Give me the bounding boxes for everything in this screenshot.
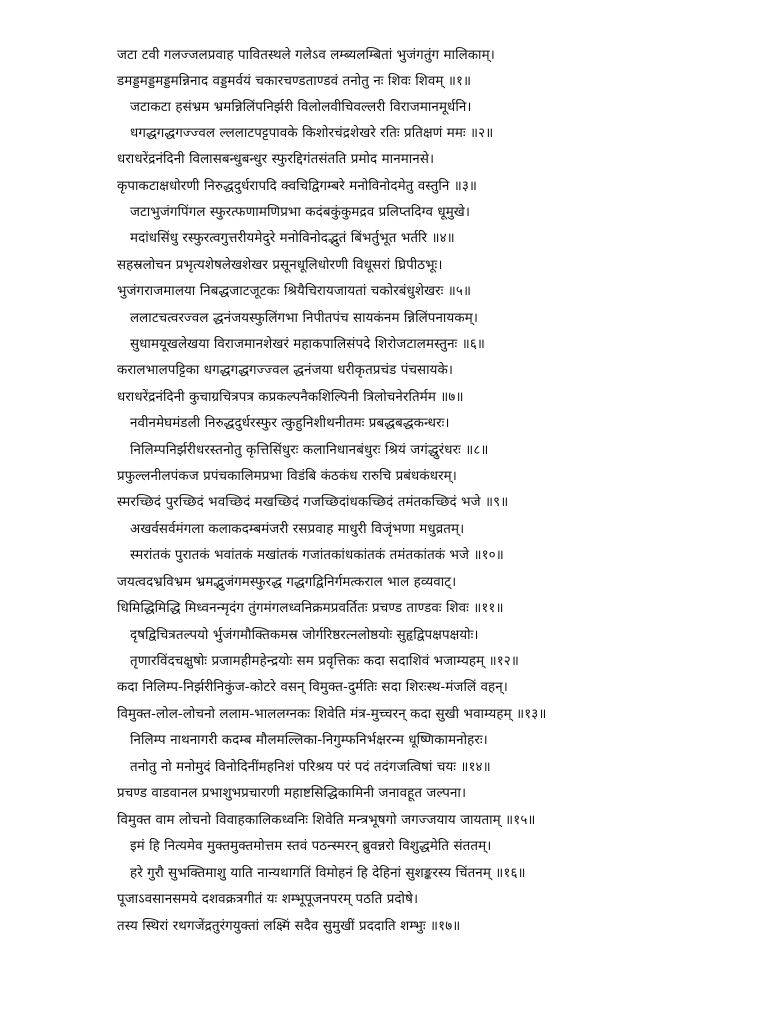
text-line: तस्य स्थिरां रथगजेंद्रतुरंगयुक्तां लक्ष्मिं सदैव सुमुखीं प्रददाति शम्भुः ॥१७॥: [117, 919, 461, 934]
text-line: स्मरच्छिदं पुरच्छिदं भवच्छिदं मखच्छिदं गजच्छिदांधकच्छिदं तमंतकच्छिदं भजे ॥९॥: [117, 495, 509, 510]
text-line: धराधरेंद्रनंदिनी विलासबन्धुबन्धुर स्फुरद्दिगंतसंतति प्रमोद मानमानसे।: [117, 152, 435, 167]
text-line: ललाटचत्वरज्वल द्धनंजयस्फुलिंगभा निपीतपंच सायकंनम न्निलिंपनायकम्।: [130, 311, 479, 326]
text-line: प्रचण्ड वाडवानल प्रभाशुभप्रचारणी महाष्टसिद्धिकामिनी जनावहूत जल्पना।: [117, 786, 467, 801]
text-line: दृषद्विचित्रतल्पयो र्भुजंगमौक्तिकमस्र जोर्गरिष्ठरत्नलोष्ठयोः सुहृद्विपक्षपक्षयोः।: [130, 628, 479, 643]
text-line: निलिम्पनिर्झरीधरस्तनोतु कृत्तिसिंधुरः कलानिधानबंधुरः श्रियं जगंद्धुरंधरः ॥८॥: [130, 443, 489, 458]
text-line: कदा निलिम्प-निर्झरीनिकुंज-कोटरे वसन् विमुक्त-दुर्मतिः सदा शिरःस्थ-मंजलिं वहन्।: [117, 680, 508, 695]
text-line: मदांधसिंधु रस्फुरत्वगुत्तरीयमेदुरे मनोविनोदद्भुतं बिंभर्तुभूत भर्तरि ॥४॥: [130, 231, 455, 246]
text-line: विमुक्त-लोल-लोचनो ललाम-भाललग्नकः शिवेति मंत्र-मुच्चरन् कदा सुखी भवाम्यहम् ॥१३॥: [117, 707, 547, 722]
text-line: जटाकटा हसंभ्रम भ्रमन्निलिंपनिर्झरी विलोलवीचिवल्लरी विराजमानमूर्धनि।: [130, 100, 472, 115]
text-line: जटा टवी गलज्जलप्रवाह पावितस्थले गलेऽव लम्ब्यलम्बितां भुजंगतुंग मालिकाम्।: [117, 48, 495, 63]
text-line: स्मरांतकं पुरातकं भवांतकं मखांतकं गजांतकांधकांतकं तमंतकांतकं भजे ॥१०॥: [130, 548, 504, 563]
text-line: धिमिद्धिमिद्धि मिध्वनन्मृदंग तुंगमंगलध्वनिक्रमप्रवर्तितः प्रचण्ड ताण्डवः शिवः ॥११॥: [117, 601, 504, 616]
text-line: निलिम्प नाथनागरी कदम्ब मौलमल्लिका-निगुम्फनिर्भक्षरन्म धूष्णिकामनोहरः।: [130, 733, 488, 748]
text-line: जटाभुजंगपिंगल स्फुरत्फणामणिप्रभा कदंबकुंकुमद्रव प्रलिप्तदिग्व धूमुखे।: [130, 205, 471, 220]
text-line: सहस्रलोचन प्रभृत्यशेषलेखशेखर प्रसूनधूलिधोरणी विधूसरां घ्रिपीठभूः।: [117, 258, 443, 273]
text-line: पूजाऽवसानसमये दशवक्रत्रगीतं यः शम्भूपूजनपरम् पठति प्रदोषे।: [117, 892, 419, 907]
text-line: विमुक्त वाम लोचनो विवाहकालिकध्वनिः शिवेति मन्त्रभूषगो जगज्जयाय जायताम् ॥१५॥: [117, 813, 536, 828]
text-line: कृपाकटाक्षधोरणी निरुद्धदुर्धरापदि क्वचिद्विगम्बरे मनोविनोदमेतु वस्तुनि ॥३॥: [117, 179, 478, 194]
text-line: प्रफुल्लनीलपंकज प्रपंचकालिमप्रभा विडंबि कंठकंध रारुचि प्रबंधकंधरम्।: [117, 469, 457, 484]
text-line: इमं हि नित्यमेव मुक्तमुक्तमोत्तम स्तवं पठन्स्मरन् ब्रुवन्नरो विशुद्धमेति संततम्।: [130, 839, 492, 854]
text-line: सुधामयूखलेखया विराजमानशेखरं महाकपालिसंपदे शिरोजटालमस्तुनः ॥६॥: [130, 337, 486, 352]
text-line: भुजंगराजमालया निबद्धजाटजूटकः श्रियैचिरायजायतां चकोरबंधुशेखरः ॥५॥: [117, 284, 472, 299]
text-line: जयत्वदभ्रविभ्रम भ्रमद्भुजंगमस्फुरद्ध गद्धगद्विनिर्गमत्कराल भाल हव्यवाट्।: [117, 575, 457, 590]
text-line: करालभालपट्टिका धगद्धगद्धगज्ज्वल द्धनंजया धरीकृतप्रचंड पंचसायके।: [117, 363, 454, 378]
text-line: नवीनमेघमंडली निरुद्धदुर्धरस्फुर त्कुहुनिशीथनीतमः प्रबद्धबद्धकन्धरः।: [130, 416, 450, 431]
text-line: धराधरेंद्रनंदिनी कुचाग्रचित्रपत्र कप्रकल्पनैकशिल्पिनी त्रिलोचनेरतिर्मम ॥७॥: [117, 390, 464, 405]
text-line: तनोतु नो मनोमुदं विनोदिनींमहनिशं परिश्रय परं पदं तदंगजत्विषां चयः ॥१४॥: [130, 760, 491, 775]
text-line: धगद्धगद्धगज्ज्वल ल्ललाटपट्टपावके किशोरचंद्रशेखरे रतिः प्रतिक्षणं ममः ॥२॥: [130, 126, 494, 141]
text-line: डमड्डमड्डमड्डमन्निनाद वड्डमर्वयं चकारचण्डताण्डवं तनोतु नः शिवः शिवम् ॥१॥: [117, 74, 472, 89]
text-line: अखर्वसर्वमंगला कलाकदम्बमंजरी रसप्रवाह माधुरी विजृंभणा मधुव्रतम्।: [130, 522, 465, 537]
text-line: तृणारविंदचक्षुषोः प्रजामहीमहेन्द्रयोः सम प्रवृत्तिकः कदा सदाशिवं भजाम्यहम् ॥१२॥: [130, 654, 519, 669]
text-line: हरे गुरौ सुभक्तिमाशु याति नान्यथागतिं विमोहनं हि देहिनां सुशङ्करस्य चिंतनम् ॥१६॥: [130, 866, 526, 881]
